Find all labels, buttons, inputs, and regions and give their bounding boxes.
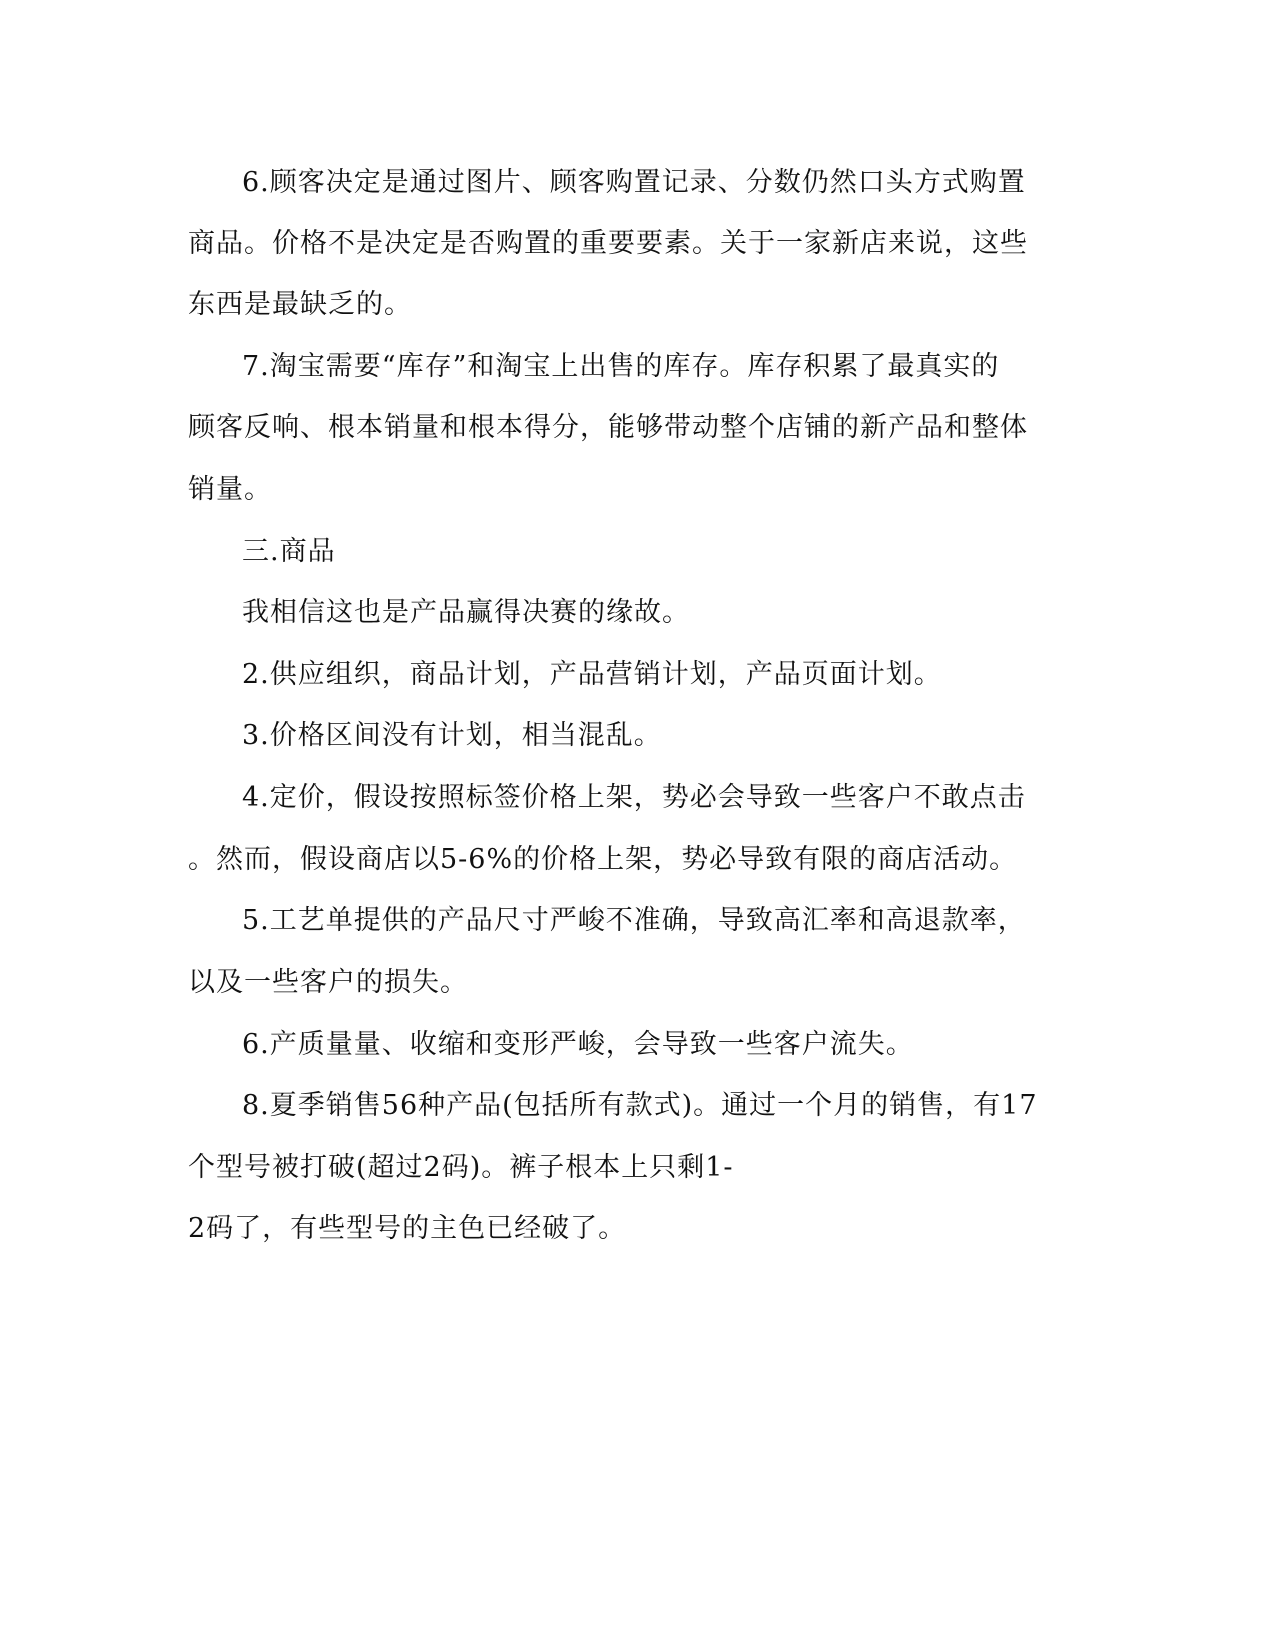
text-line-12: 。然而，假设商店以5-6%的价格上架，势必导致有限的商店活动。 <box>188 844 1018 875</box>
text-line-13: 5.工艺单提供的产品尺寸严峻不准确，导致高汇率和高退款率， <box>242 905 1026 936</box>
text-line-9: 2.供应组织，商品计划，产品营销计划，产品页面计划。 <box>242 659 942 690</box>
text-line-8: 我相信这也是产品赢得决赛的缘故。 <box>242 597 690 628</box>
text-line-15: 6.产质量量、收缩和变形严峻，会导致一些客户流失。 <box>242 1029 914 1060</box>
text-line-17: 个型号被打破(超过2码)。裤子根本上只剩1- <box>188 1152 734 1183</box>
text-line-16: 8.夏季销售56种产品(包括所有款式)。通过一个月的销售，有17 <box>242 1090 1038 1121</box>
text-line-18: 2码了，有些型号的主色已经破了。 <box>188 1213 627 1244</box>
text-line-10: 3.价格区间没有计划，相当混乱。 <box>242 720 662 751</box>
section-heading: 三.商品 <box>242 536 336 567</box>
text-line-1: 6.顾客决定是通过图片、顾客购置记录、分数仍然口头方式购置 <box>242 167 1026 198</box>
text-line-4: 7.淘宝需要“库存”和淘宝上出售的库存。库存积累了最真实的 <box>242 351 1000 382</box>
text-line-3: 东西是最缺乏的。 <box>188 289 412 320</box>
text-line-14: 以及一些客户的损失。 <box>188 967 468 998</box>
text-line-2: 商品。价格不是决定是否购置的重要要素。关于一家新店来说，这些 <box>188 228 1028 259</box>
text-line-11: 4.定价，假设按照标签价格上架，势必会导致一些客户不敢点击 <box>242 782 1026 813</box>
text-line-5: 顾客反响、根本销量和根本得分，能够带动整个店铺的新产品和整体 <box>188 412 1028 443</box>
text-line-6: 销量。 <box>188 474 272 505</box>
